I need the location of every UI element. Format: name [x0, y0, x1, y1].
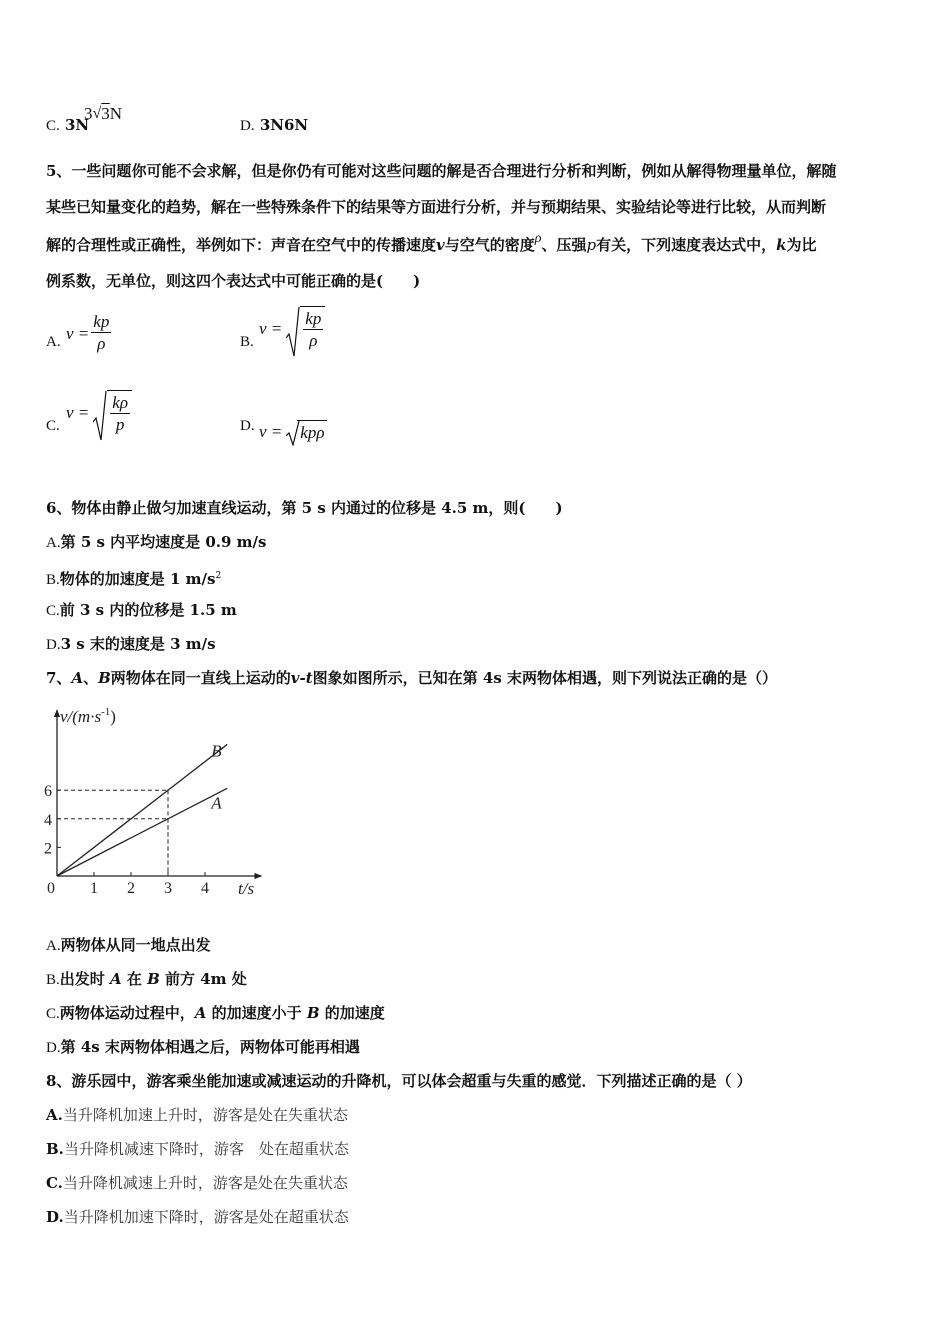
option-label: D. [46, 1040, 61, 1056]
y-tick-label: 4 [44, 811, 52, 829]
var-a: A [110, 970, 122, 988]
option-label: C. [46, 418, 60, 434]
option-label: D. [46, 637, 61, 653]
lhs: v = [259, 421, 283, 441]
y-tick-label: 2 [44, 840, 52, 858]
option-text: 出发时 [59, 970, 110, 988]
var-vt: v-t [290, 669, 313, 687]
q8-option-a [46, 1104, 348, 1126]
option-text: 两物体从同一地点出发 [60, 936, 211, 954]
radicand: kpρ [297, 420, 326, 443]
numerator: kρ [112, 393, 128, 412]
x-axis-label: t/s [238, 879, 255, 898]
x-tick-label: 0 [47, 880, 55, 897]
option-text: 第 4s 末两物体相遇之后，两物体可能再相遇 [60, 1038, 360, 1056]
option-text: 当升降机加速上升时，游客是处在失重状态 [62, 1106, 348, 1124]
denominator: ρ [309, 331, 318, 350]
sqrt-sign: √ [92, 105, 102, 122]
lhs: v = [259, 319, 283, 338]
var-a: A [71, 669, 84, 687]
q5-option-b-formula [259, 306, 325, 352]
option-text: 当升降机减速下降时，游客 处在超重状态 [63, 1140, 349, 1158]
radical-sign [286, 420, 300, 446]
q7-option-d [46, 1036, 360, 1059]
fraction [110, 393, 130, 436]
var-v: v [436, 236, 445, 254]
q7-option-c [46, 1002, 385, 1025]
text: 、压强 [541, 236, 587, 254]
series-label-a: A [211, 793, 222, 813]
fraction [91, 312, 111, 355]
option-label: D. [46, 1208, 64, 1226]
option-label: C. [46, 1006, 60, 1022]
text: 7、 [46, 669, 72, 687]
series-label-b: B [211, 741, 222, 761]
q4-c-formula [84, 104, 122, 124]
x-tick-label: 2 [127, 880, 135, 897]
text: 、 [83, 669, 99, 687]
numerator: kp [93, 312, 110, 331]
q5-option-a-label [46, 330, 61, 353]
q8-stem: 8、游乐园中，游客乘坐能加速或减速运动的升降机，可以体会超重与失重的感觉．下列描述正确的是（ ） [46, 1072, 752, 1090]
radicand [107, 390, 132, 436]
x-tick-label: 4 [201, 880, 209, 897]
text: 两物体在同一直线上运动的 [110, 669, 291, 687]
q5-option-c-label [46, 414, 60, 437]
option-text: 的加速度 [319, 1004, 385, 1022]
option-label: C. [46, 603, 60, 619]
var-b: B [306, 1004, 320, 1022]
radical-sign [286, 306, 300, 358]
vt-chart [40, 700, 280, 905]
q6-option-b [46, 565, 221, 591]
y-axis-label [60, 706, 116, 726]
text: 与空气的密度 [444, 236, 535, 254]
q5-line-1: 5、一些问题你可能不会求解，但是你仍有可能对这些问题的解是否合理进行分析和判断，例如从解得物理量单位，解随 [46, 162, 837, 180]
option-text: 前方 4m 处 [159, 970, 247, 988]
option-label: D. [240, 418, 255, 434]
q8-option-d [46, 1206, 349, 1228]
q6-option-c [46, 599, 237, 622]
y-axis-label-main: v/(m·s [60, 707, 102, 726]
q7-option-a [46, 934, 211, 957]
sqrt [286, 420, 326, 443]
denominator: p [115, 415, 125, 434]
text: 解的合理性或正确性，举例如下：声音在空气中的传播速度 [46, 236, 437, 254]
q5-line-2: 某些已知量变化的趋势，解在一些特殊条件下的结果等方面进行分析，并与预期结果、实验结论等进行比较，从而判断 [46, 198, 827, 216]
option-label: B. [240, 334, 254, 350]
option-label: B. [46, 572, 60, 588]
option-label: A. [46, 535, 61, 551]
denominator: ρ [97, 334, 106, 353]
radical-sign [93, 390, 107, 442]
q8-option-b [46, 1138, 349, 1160]
unit: N [109, 104, 123, 123]
option-text: 前 3 s 内的位移是 1.5 m [59, 601, 237, 619]
q8-option-c [46, 1172, 348, 1194]
q4-option-d [240, 114, 308, 137]
q7-option-b [46, 968, 247, 991]
y-tick-label: 6 [44, 783, 52, 801]
var-k: k [776, 236, 787, 254]
var-b: B [147, 970, 160, 988]
q5-option-d-formula [259, 420, 327, 443]
option-text: 当升降机减速上升时，游客是处在失重状态 [62, 1174, 348, 1192]
option-label: A. [46, 1106, 63, 1124]
series-line-a [57, 788, 227, 876]
y-axis-label-close: ) [110, 707, 116, 726]
option-label: B. [46, 972, 60, 988]
option-text: 当升降机加速下降时，游客是处在超重状态 [63, 1208, 349, 1226]
y-axis-label-sup: -1 [101, 706, 111, 718]
option-text: 的加速度小于 [206, 1004, 307, 1022]
coef: 3 [84, 104, 93, 123]
superscript: 2 [215, 571, 222, 581]
text: 为比 [786, 236, 817, 254]
numerator: kp [305, 309, 322, 328]
option-text: 第 5 s 内平均速度是 0.9 m/s [60, 533, 267, 551]
var-a: A [194, 1004, 207, 1022]
q5-line-4: 例系数，无单位，则这四个表达式中可能正确的是( ) [46, 272, 421, 290]
x-tick-label: 1 [90, 880, 98, 897]
fraction [303, 309, 323, 352]
q6-option-a [46, 531, 266, 554]
option-text: 3N6N [259, 116, 309, 134]
var-rho: ρ [534, 231, 542, 246]
sqrt [93, 390, 132, 436]
option-text: 物体的加速度是 1 m/s [59, 570, 216, 588]
chart-layer [44, 710, 261, 897]
radicand [300, 306, 325, 352]
option-text: 3 s 末的速度是 3 m/s [60, 635, 216, 653]
q7-stem [46, 667, 777, 689]
option-label: A. [46, 334, 61, 350]
q5-option-d-label [240, 414, 255, 437]
option-text: 在 [121, 970, 148, 988]
option-label: A. [46, 938, 61, 954]
option-text: 3N [65, 116, 90, 134]
q6-option-d [46, 633, 216, 656]
var-p: p [586, 236, 597, 254]
option-label: D. [240, 118, 255, 134]
option-label: C. [46, 118, 60, 134]
q6-stem: 6、物体由静止做匀加速直线运动，第 5 s 内通过的位移是 4.5 m，则( ) [46, 499, 563, 517]
q5-line-3 [46, 231, 817, 258]
series-line-b [57, 744, 227, 876]
option-text: 两物体运动过程中， [59, 1004, 195, 1022]
lhs: v = [66, 403, 90, 422]
option-label: C. [46, 1174, 63, 1192]
option-label: B. [46, 1140, 64, 1158]
q5-option-b-label [240, 330, 254, 353]
text: 有关，下列速度表达式中， [596, 236, 777, 254]
q5-option-c-formula [66, 390, 132, 436]
x-tick-label: 3 [164, 880, 172, 897]
radicand: 3 [101, 104, 110, 123]
q4-option-c [46, 114, 89, 137]
var-b: B [98, 669, 111, 687]
sqrt [286, 306, 325, 352]
lhs: v = [66, 323, 90, 343]
text: 图象如图所示，已知在第 4s 末两物体相遇，则下列说法正确的是（） [312, 669, 778, 687]
q5-option-a-formula [66, 312, 111, 355]
